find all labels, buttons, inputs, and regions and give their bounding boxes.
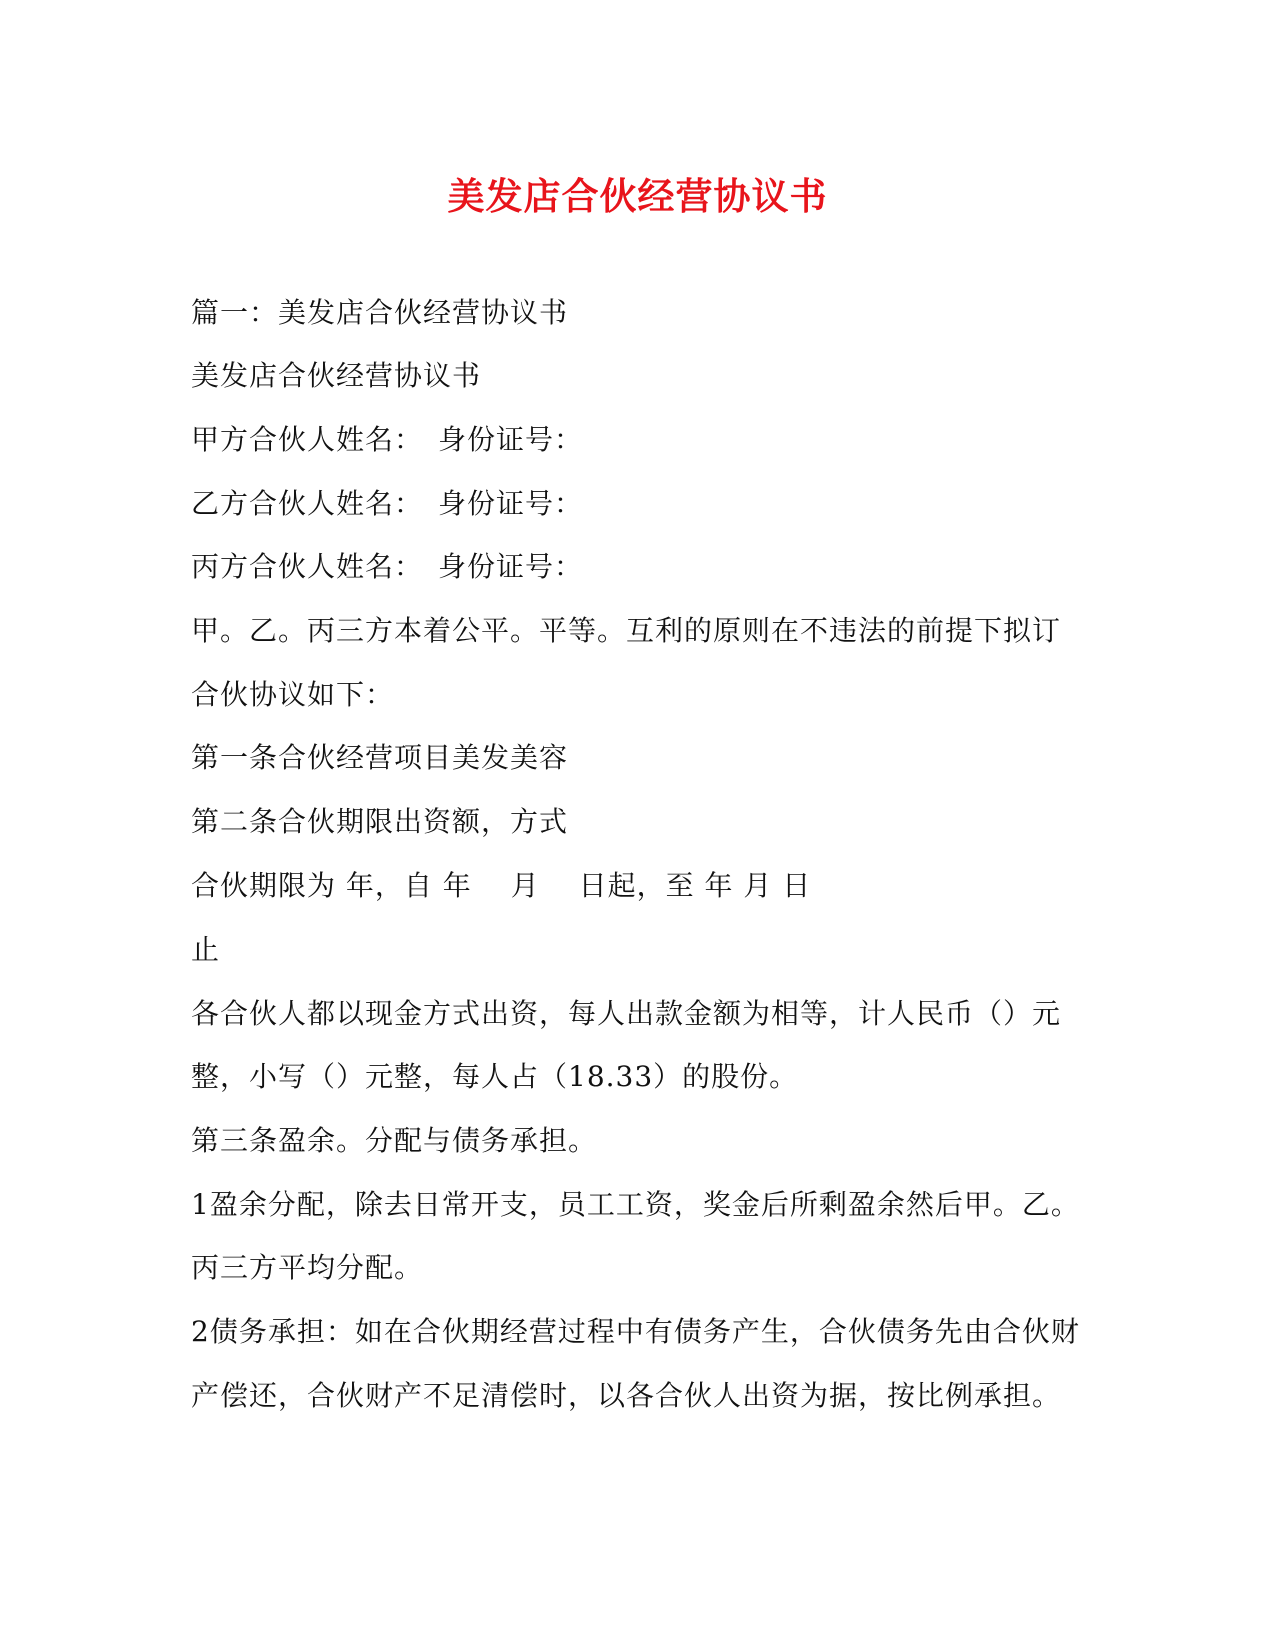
term-line-2: 止 [191, 933, 221, 966]
article-3-heading: 第三条盈余。分配与债务承担。 [191, 1124, 598, 1157]
agreement-name: 美发店合伙经营协议书 [191, 359, 482, 392]
term-line-1: 合伙期限为 年，自 年 月 日起，至 年 月 日 [191, 869, 812, 902]
document-title: 美发店合伙经营协议书 [447, 174, 828, 218]
party-c-line: 丙方合伙人姓名： 身份证号： [191, 550, 584, 583]
preamble-line-1: 甲。乙。丙三方本着公平。平等。互利的原则在不违法的前提下拟订 [191, 614, 1062, 647]
preamble-line-2: 合伙协议如下： [191, 678, 395, 711]
article-2-heading: 第二条合伙期限出资额，方式 [191, 805, 569, 838]
profit-distribution-2: 丙三方平均分配。 [191, 1251, 424, 1284]
contribution-line-2: 整，小写（）元整，每人占（18.33）的股份。 [191, 1060, 799, 1093]
party-b-line: 乙方合伙人姓名： 身份证号： [191, 487, 584, 520]
section-heading: 篇一：美发店合伙经营协议书 [191, 296, 569, 329]
party-a-line: 甲方合伙人姓名： 身份证号： [191, 423, 584, 456]
debt-liability-2: 产偿还，合伙财产不足清偿时，以各合伙人出资为据，按比例承担。 [191, 1379, 1062, 1412]
contribution-line-1: 各合伙人都以现金方式出资，每人出款金额为相等，计人民币（）元 [191, 997, 1062, 1030]
profit-distribution-1: 1盈余分配，除去日常开支，员工工资，奖金后所剩盈余然后甲。乙。 [191, 1188, 1080, 1221]
debt-liability-1: 2债务承担：如在合伙期经营过程中有债务产生，合伙债务先由合伙财 [191, 1315, 1080, 1348]
article-1: 第一条合伙经营项目美发美容 [191, 741, 569, 774]
